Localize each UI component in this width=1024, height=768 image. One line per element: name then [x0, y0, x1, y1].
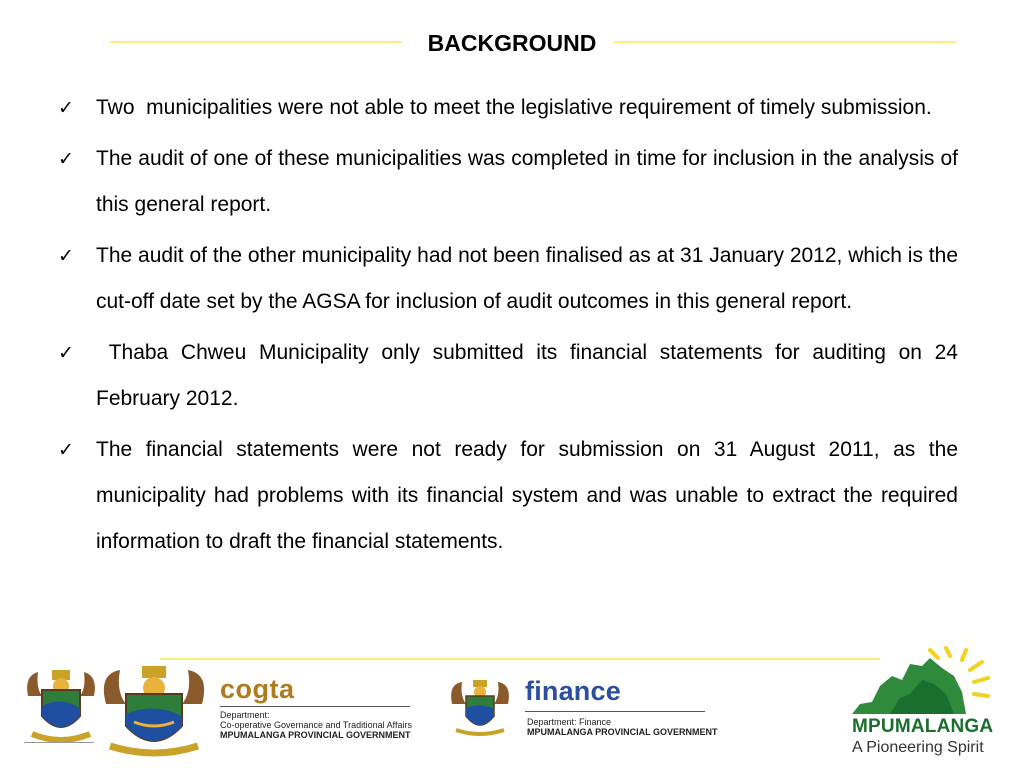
mpumalanga-wordmark: MPUMALANGA	[852, 716, 994, 737]
checkmark-icon: ✓	[58, 439, 74, 461]
cogta-department	[220, 710, 412, 741]
finance-dept-line1: Department: Finance	[527, 717, 612, 727]
cogta-dept-line3: MPUMALANGA PROVINCIAL GOVERNMENT	[220, 730, 411, 740]
cogta-wordmark: cogta	[220, 674, 295, 704]
finance-dept-line2: MPUMALANGA PROVINCIAL GOVERNMENT	[527, 727, 718, 737]
bullet-item	[58, 427, 958, 565]
bullet-item	[58, 85, 958, 131]
bullet-text: The audit of one of these municipalities was completed in time for inclusion in the analysis of this general report.	[96, 147, 958, 216]
bullet-item	[58, 136, 958, 228]
bullet-list	[58, 85, 964, 570]
coat-of-arms-icon	[98, 664, 210, 760]
bullet-text: The audit of the other municipality had not been finalised as at 31 January 2012, which is the cut-off date set by the AGSA for inclusion of audit outcomes in this general report.	[96, 244, 958, 313]
checkmark-icon: ✓	[58, 148, 74, 170]
coat-of-arms-icon	[22, 666, 100, 746]
coat-of-arms-icon	[448, 678, 512, 738]
cogta-logo	[220, 674, 295, 705]
bullet-item	[58, 233, 958, 325]
mpumalanga-slogan: A Pioneering Spirit	[852, 739, 984, 756]
finance-divider	[525, 711, 705, 712]
checkmark-icon: ✓	[58, 245, 74, 267]
bullet-text: Thaba Chweu Municipality only submitted its financial statements for auditing on 24 February 2012.	[96, 341, 964, 410]
bullet-text: The financial statements were not ready for submission on 31 August 2011, as the municipality had problems with its financial system and was unable to extract the required information to draft the financial statements.	[96, 438, 958, 553]
slide-title: BACKGROUND	[427, 30, 597, 56]
cogta-dept-line2: Co-operative Governance and Traditional Affairs	[220, 720, 412, 730]
crest-base-line	[24, 742, 94, 743]
bullet-item	[58, 330, 964, 422]
finance-department	[527, 717, 718, 738]
mpumalanga-logo-icon	[850, 646, 1000, 718]
checkmark-icon: ✓	[58, 97, 74, 119]
footer-rule	[160, 658, 880, 660]
cogta-dept-line1: Department:	[220, 710, 270, 720]
finance-logo	[525, 676, 621, 707]
finance-wordmark: finance	[525, 676, 621, 706]
checkmark-icon: ✓	[58, 342, 74, 364]
bullet-text: Two municipalities were not able to meet the legislative requirement of timely submission.	[96, 96, 932, 119]
cogta-divider	[220, 706, 410, 707]
